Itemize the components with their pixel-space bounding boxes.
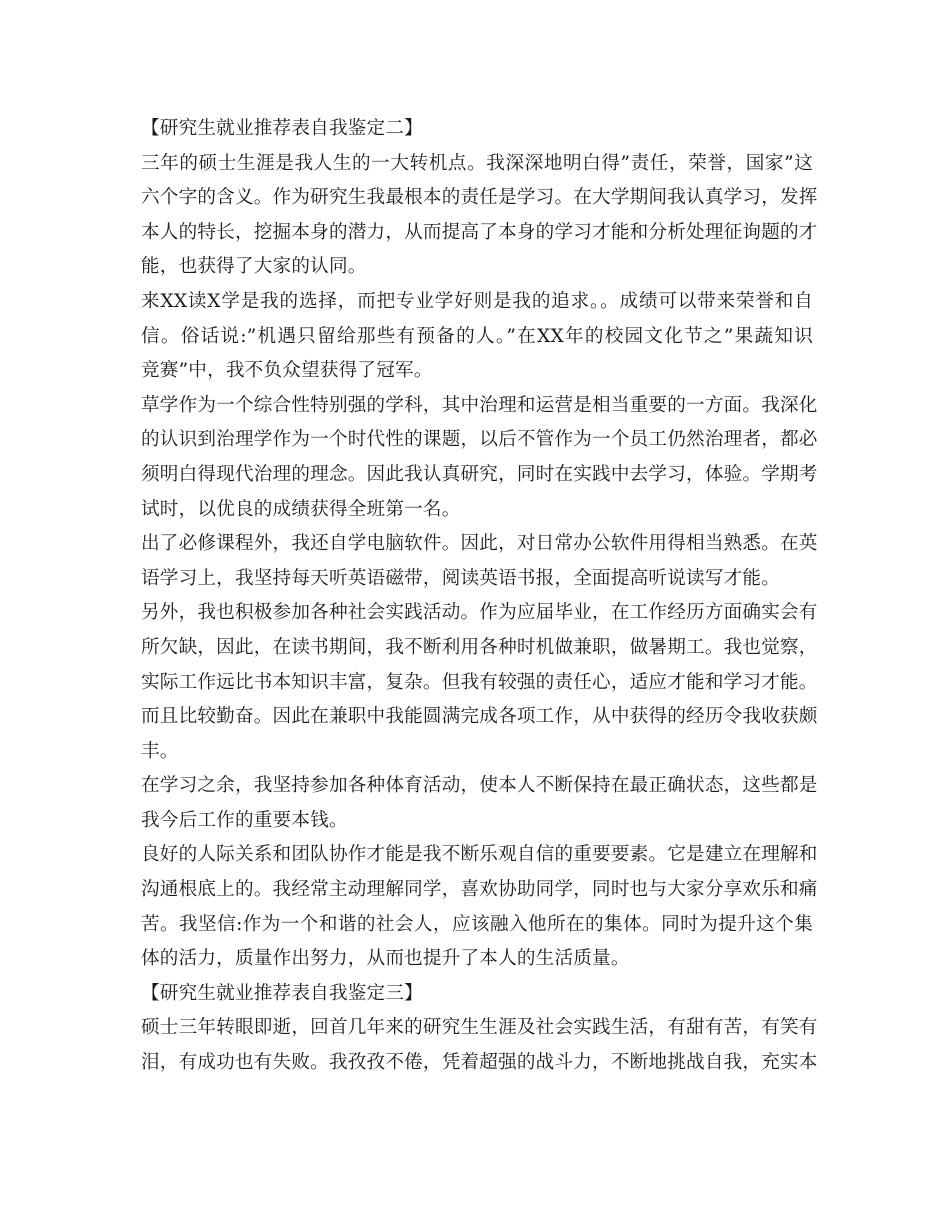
text-line: 硕士三年转眼即逝，回首几年来的研究生生涯及社会实践生活，有甜有苦，有笑有 xyxy=(141,1017,818,1039)
text-line: 六个字的含义。作为研究生我最根本的责任是学习。在大学期间我认真学习，发挥 xyxy=(141,187,818,209)
paragraph xyxy=(141,285,813,389)
text-line: 丰。 xyxy=(141,740,179,762)
paragraph xyxy=(141,596,818,769)
text-line: 试时，以优良的成绩获得全班第一名。 xyxy=(141,498,461,520)
paragraph xyxy=(141,527,818,596)
text-line: 所欠缺，因此，在读书期间，我不断利用各种时机做兼职，做暑期工。我也觉察， xyxy=(141,636,818,658)
text-line: 能，也获得了大家的认同。 xyxy=(141,256,367,278)
text-line: 竞赛”中，我不负众望获得了冠军。 xyxy=(141,360,433,382)
text-line: 另外，我也积极参加各种社会实践活动。作为应届毕业，在工作经历方面确实会有 xyxy=(141,602,818,624)
document-page xyxy=(141,112,818,1081)
paragraph xyxy=(141,389,818,527)
text-line: 实际工作远比书本知识丰富，复杂。但我有较强的责任心，适应才能和学习才能。 xyxy=(141,671,818,693)
paragraph xyxy=(141,147,818,285)
text-line: 三年的硕士生涯是我人生的一大转机点。我深深地明白得”责任，荣誉，国家”这 xyxy=(141,152,813,174)
paragraph xyxy=(141,838,818,976)
section-self-evaluation-2 xyxy=(141,112,818,977)
text-line: 的认识到治理学作为一个时代性的课题，以后不管作为一个员工仍然治理者，都必 xyxy=(141,429,818,451)
text-line: 本人的特长，挖掘本身的潜力，从而提高了本身的学习才能和分析处理征询题的才 xyxy=(141,221,818,243)
text-line: 泪，有成功也有失败。我孜孜不倦，凭着超强的战斗力，不断地挑战自我，充实本 xyxy=(141,1052,818,1074)
text-line: 体的活力，质量作出努力，从而也提升了本人的生活质量。 xyxy=(141,948,630,970)
text-line: 须明白得现代治理的理念。因此我认真研究，同时在实践中去学习，体验。学期考 xyxy=(141,463,818,485)
paragraph xyxy=(141,1011,818,1080)
text-line: 语学习上，我坚持每天听英语磁带，阅读英语书报，全面提高听说读写才能。 xyxy=(141,567,780,589)
text-line: 来XX读X学是我的选择，而把专业学好则是我的追求。。成绩可以带来荣誉和自 xyxy=(141,290,813,312)
text-line: 我今后工作的重要本钱。 xyxy=(141,809,348,831)
text-line: 苦。我坚信:作为一个和谐的社会人，应该融入他所在的集体。同时为提升这个集 xyxy=(141,913,813,935)
text-line: 草学作为一个综合性特别强的学科，其中治理和运营是相当重要的一方面。我深化 xyxy=(141,394,818,416)
section-heading: 【研究生就业推荐表自我鉴定三】 xyxy=(141,982,423,1004)
text-line: 在学习之余，我坚持参加各种体育活动，使本人不断保持在最正确状态，这些都是 xyxy=(141,775,818,797)
paragraph xyxy=(141,769,818,838)
text-line: 良好的人际关系和团队协作才能是我不断乐观自信的重要要素。它是建立在理解和 xyxy=(141,844,818,866)
text-line: 出了必修课程外，我还自学电脑软件。因此，对日常办公软件用得相当熟悉。在英 xyxy=(141,533,818,555)
text-line: 沟通根底上的。我经常主动理解同学，喜欢协助同学，同时也与大家分享欢乐和痛 xyxy=(141,879,818,901)
section-heading: 【研究生就业推荐表自我鉴定二】 xyxy=(141,118,423,139)
section-self-evaluation-3 xyxy=(141,977,818,1081)
text-line: 信。俗话说:”机遇只留给那些有预备的人。”在XX年的校园文化节之”果蔬知识 xyxy=(141,325,813,347)
text-line: 而且比较勤奋。因此在兼职中我能圆满完成各项工作，从中获得的经历令我收获颇 xyxy=(141,706,818,728)
